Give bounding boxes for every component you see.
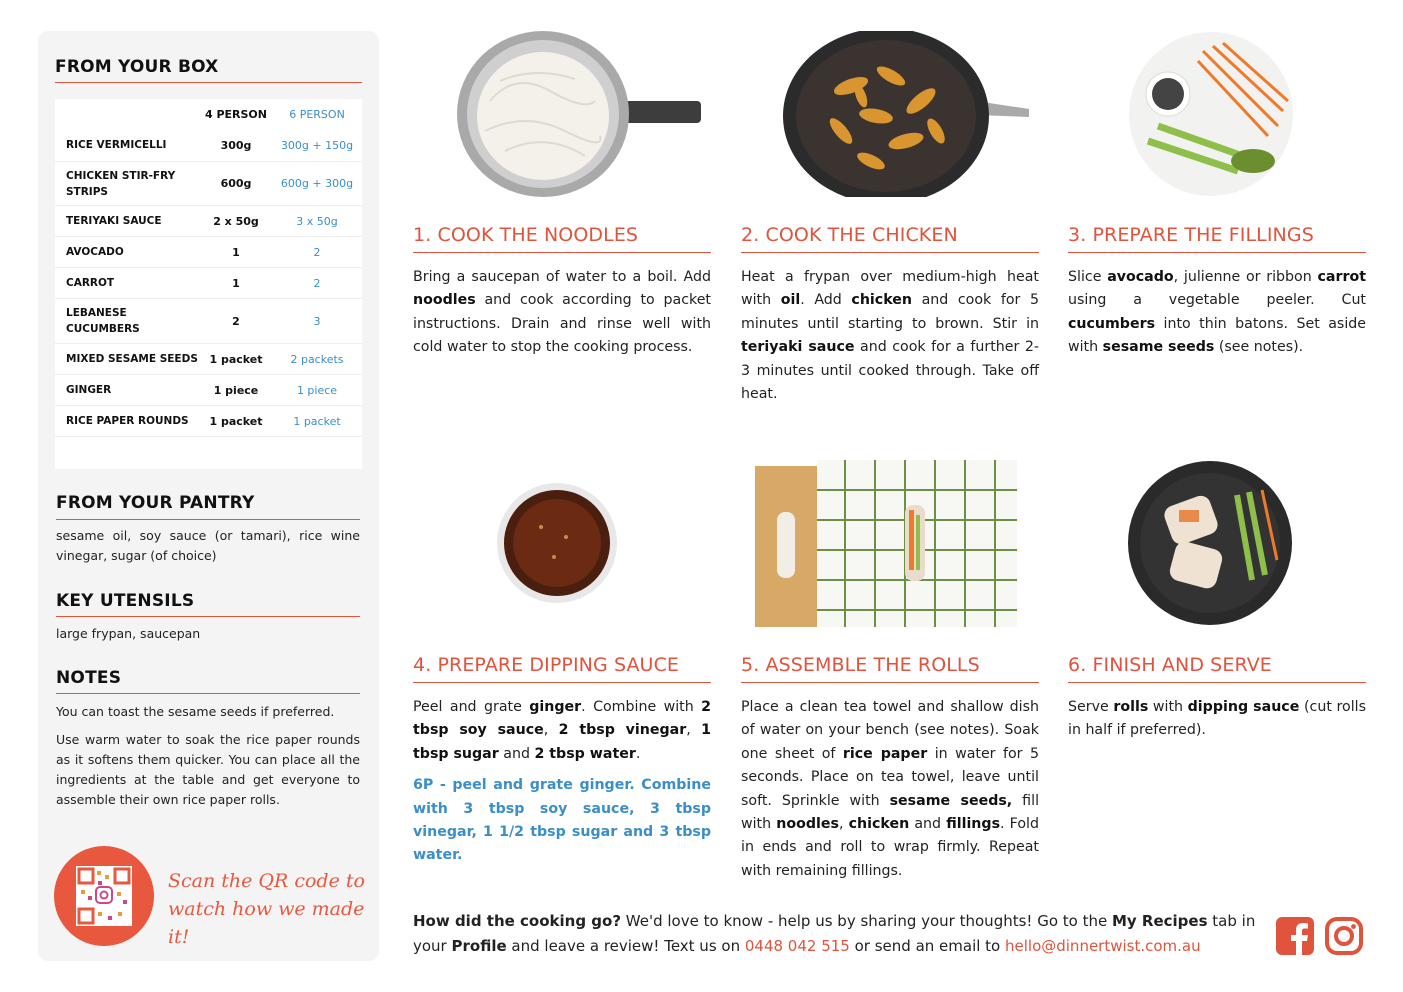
table-row [55,299,362,344]
divider [741,252,1039,253]
utensils-text: large frypan, saucepan [56,626,201,641]
qty-6-person: 2 packets [290,352,344,366]
qty-6-person: 2 [313,276,321,290]
table-row [55,162,362,206]
qty-4-person: 600g [220,177,252,190]
divider [741,682,1039,683]
table-header [55,99,362,129]
ingredient-name: TERIYAKI SAUCE [66,215,162,227]
feedback-footer: How did the cooking go? We'd love to know - help us by sharing your thoughts! Go to the My Recipes tab in your Profile and leave a review! Text us on 0448 042 515 or send an email to hello@dinnertwist.com.au [413,912,1256,955]
step-3-title: 3. PREPARE THE FILLINGS [1068,224,1314,246]
step-1 [413,224,711,360]
step-2 [741,224,1039,406]
table-row [55,268,362,299]
pantry-text: sesame oil, soy sauce (or tamari), rice wine vinegar, sugar (of choice) [56,528,360,563]
step-2-body: Heat a frypan over medium-high heat with oil. Add chicken and cook for 5 minutes until starting to brown. Stir in teriyaki sauce and cook for a further 2-3 minutes until cooked through. Take off heat. [741,269,1039,403]
chicken-frypan-image [781,31,1029,197]
divider [56,616,360,617]
qty-4-person: 1 piece [213,383,259,397]
divider [1068,252,1366,253]
ingredients-table [55,99,362,469]
step-4 [413,654,711,868]
qty-6-person: 3 [313,314,321,328]
qr-code-icon [76,866,132,926]
divider [413,682,711,683]
finished-rolls-plate-image [1127,460,1293,626]
qty-4-person: 2 [232,314,240,328]
ingredient-name: RICE VERMICELLI [66,139,167,151]
divider [413,252,711,253]
assembling-rolls-image [755,460,1017,627]
qty-4-person: 1 packet [209,414,263,428]
fillings-plate-image [1128,31,1294,197]
step-3-body: Slice avocado, julienne or ribbon carrot using a vegetable peeler. Cut cucumbers into thin batons. Set aside with sesame seeds (see notes). [1068,269,1366,356]
step-6-body: Serve rolls with dipping sauce (cut rolls in half if preferred). [1068,699,1367,739]
step-2-title: 2. COOK THE CHICKEN [741,224,958,246]
notes-title: NOTES [56,668,122,688]
header-4-person: 4 PERSON [204,107,267,121]
step-4-6p-note: 6P - peel and grate ginger. Combine with 3 tbsp soy sauce, 3 tbsp vinegar, 1 1/2 tbsp sugar and 3 tbsp water. [413,777,711,864]
ingredient-name: MIXED SESAME SEEDS [66,353,198,365]
qty-6-person: 300g + 150g [280,138,354,152]
dipping-sauce-bowl-image [496,482,619,605]
key-utensils-title: KEY UTENSILS [56,591,195,611]
email-link[interactable]: hello@dinnertwist.com.au [1005,937,1201,955]
ingredient-name: CARROT [66,277,115,289]
table-row [55,129,362,162]
step-6-title: 6. FINISH AND SERVE [1068,654,1272,676]
step-5 [741,654,1039,883]
table-row [55,206,362,237]
notes-text-1: You can toast the sesame seeds if preferred. [56,704,335,719]
step-4-body: Peel and grate ginger. Combine with 2 tbsp soy sauce, 2 tbsp vinegar, 1 tbsp sugar and 2 tbsp water. [413,699,711,762]
facebook-icon[interactable] [1276,917,1314,955]
table-row [55,344,362,375]
qty-4-person: 1 [232,245,240,259]
qty-6-person: 3 x 50g [296,214,338,228]
sidebar-panel [38,31,379,961]
qty-4-person: 300g [220,138,252,152]
qty-6-person: 1 piece [296,383,338,397]
step-1-title: 1. COOK THE NOODLES [413,224,639,246]
ingredient-name: LEBANESE CUCUMBERS [66,307,140,335]
qty-4-person: 1 packet [209,352,263,366]
ingredient-name: AVOCADO [66,246,124,258]
step-5-title: 5. ASSEMBLE THE ROLLS [741,654,980,676]
qty-6-person: 600g + 300g [280,177,354,190]
noodles-saucepan-image [455,31,701,197]
from-your-box-title: FROM YOUR BOX [55,57,219,77]
divider [56,693,360,694]
qty-4-person: 1 [232,276,240,290]
table-row [55,237,362,268]
qty-6-person: 1 packet [293,414,341,428]
phone-link[interactable]: 0448 042 515 [744,937,850,955]
qr-caption: Scan the QR code to watch how we made it! [168,870,365,948]
step-6 [1068,654,1366,743]
divider [56,519,360,520]
instagram-icon[interactable] [1325,917,1363,955]
qr-code-badge[interactable] [54,846,154,946]
ingredient-name: RICE PAPER ROUNDS [66,415,189,427]
step-3 [1068,224,1366,360]
from-your-pantry-title: FROM YOUR PANTRY [56,493,255,513]
step-4-title: 4. PREPARE DIPPING SAUCE [413,654,680,676]
notes-text-2: Use warm water to soak the rice paper rounds as it softens them quicker. You can place all the ingredients at the table and get everyone to assemble their own rice paper rolls. [56,732,360,807]
table-row [55,375,362,406]
step-1-body: Bring a saucepan of water to a boil. Add noodles and cook according to packet instructions. Drain and rinse well with cold water to stop the cooking process. [413,269,711,356]
header-6-person: 6 PERSON [289,107,345,121]
ingredient-name: CHICKEN STIR-FRY STRIPS [66,169,176,198]
qty-6-person: 2 [313,245,321,259]
table-row [55,406,362,437]
step-5-body: Place a clean tea towel and shallow dish of water on your bench (see notes). Soak one sheet of rice paper in water for 5 seconds. Place on tea towel, leave until soft. Sprinkle with sesame seeds, fill with noodles, chicken and fillings. Fold in ends and roll to wrap firmly. Repeat with remaining fillings. [741,699,1040,879]
ingredient-name: GINGER [66,384,112,396]
divider [1068,682,1366,683]
divider [55,82,362,83]
qty-4-person: 2 x 50g [213,214,259,228]
